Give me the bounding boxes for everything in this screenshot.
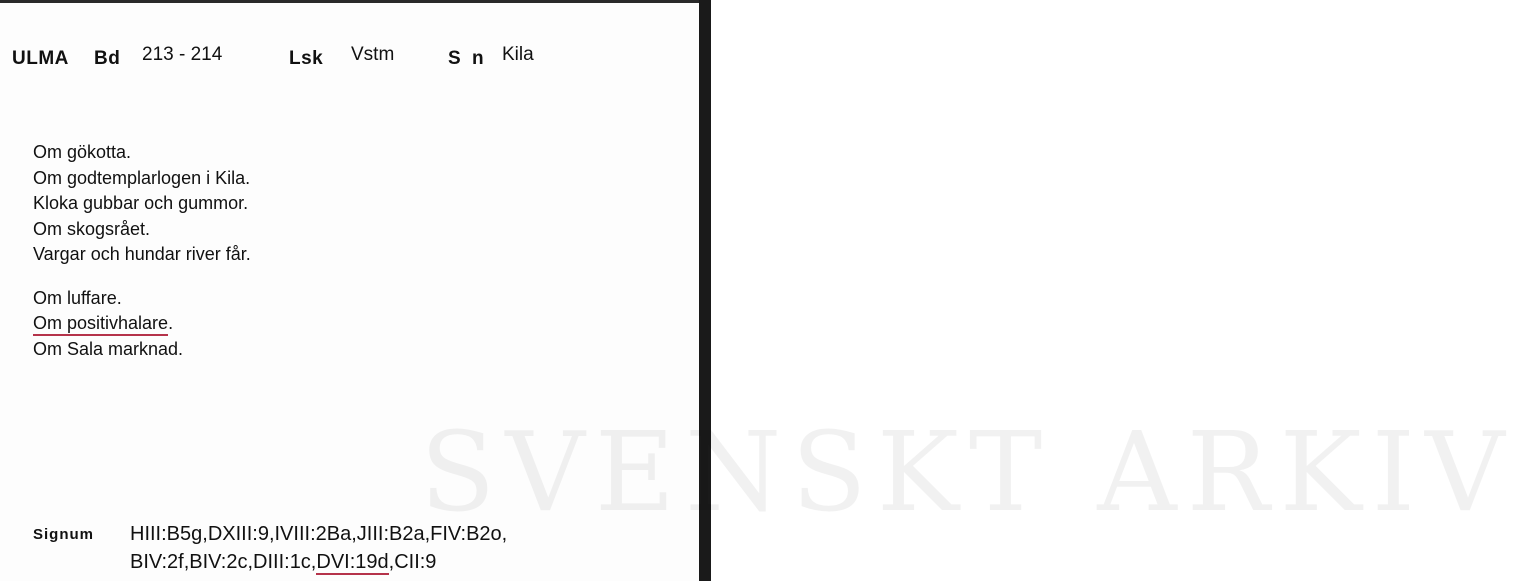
- list-item: Vargar och hundar river får.: [33, 244, 251, 264]
- signum-label: Signum: [33, 526, 94, 543]
- province-value: Vstm: [351, 44, 395, 65]
- province-label: Lsk: [289, 48, 324, 69]
- scan-edge-top: [0, 0, 711, 3]
- group-divider: [33, 268, 633, 286]
- signum-line-1: HIII:B5g,DXIII:9,IVIII:2Ba,JIII:B2a,FIV:B2o,: [130, 523, 508, 545]
- archive-label: ULMA: [12, 48, 69, 69]
- list-item: Om luffare.: [33, 287, 122, 308]
- archive-watermark: SVENSKT ARKIV: [420, 408, 1515, 536]
- parish-label: S n: [448, 48, 487, 69]
- signum-code-run: ,CII:9: [388, 551, 437, 573]
- list-item: Om godtemplarlogen i Kila.: [33, 167, 251, 188]
- signum-code-run: BIV:2f,BIV:2c,DIII:1c,: [130, 551, 317, 573]
- parish-value: Kila: [502, 44, 534, 65]
- volume-label: Bd: [94, 48, 121, 69]
- entry-list: [33, 140, 633, 362]
- list-item: Kloka gubbar och gummor.: [33, 193, 249, 213]
- list-item-underlined: Om positivhalare.: [33, 311, 633, 337]
- signum-line-2: [130, 548, 507, 576]
- underlined-phrase: Om positivhalare: [33, 313, 168, 336]
- signum-code-underlined: DVI:19d: [316, 551, 389, 573]
- list-item: Om gökotta.: [33, 142, 132, 162]
- list-item: Om Sala marknad.: [33, 338, 184, 359]
- signum-codes: [130, 520, 507, 576]
- list-item: Om skogsrået.: [33, 218, 151, 239]
- card-header: [12, 44, 692, 72]
- volume-value: 213 - 214: [142, 44, 223, 65]
